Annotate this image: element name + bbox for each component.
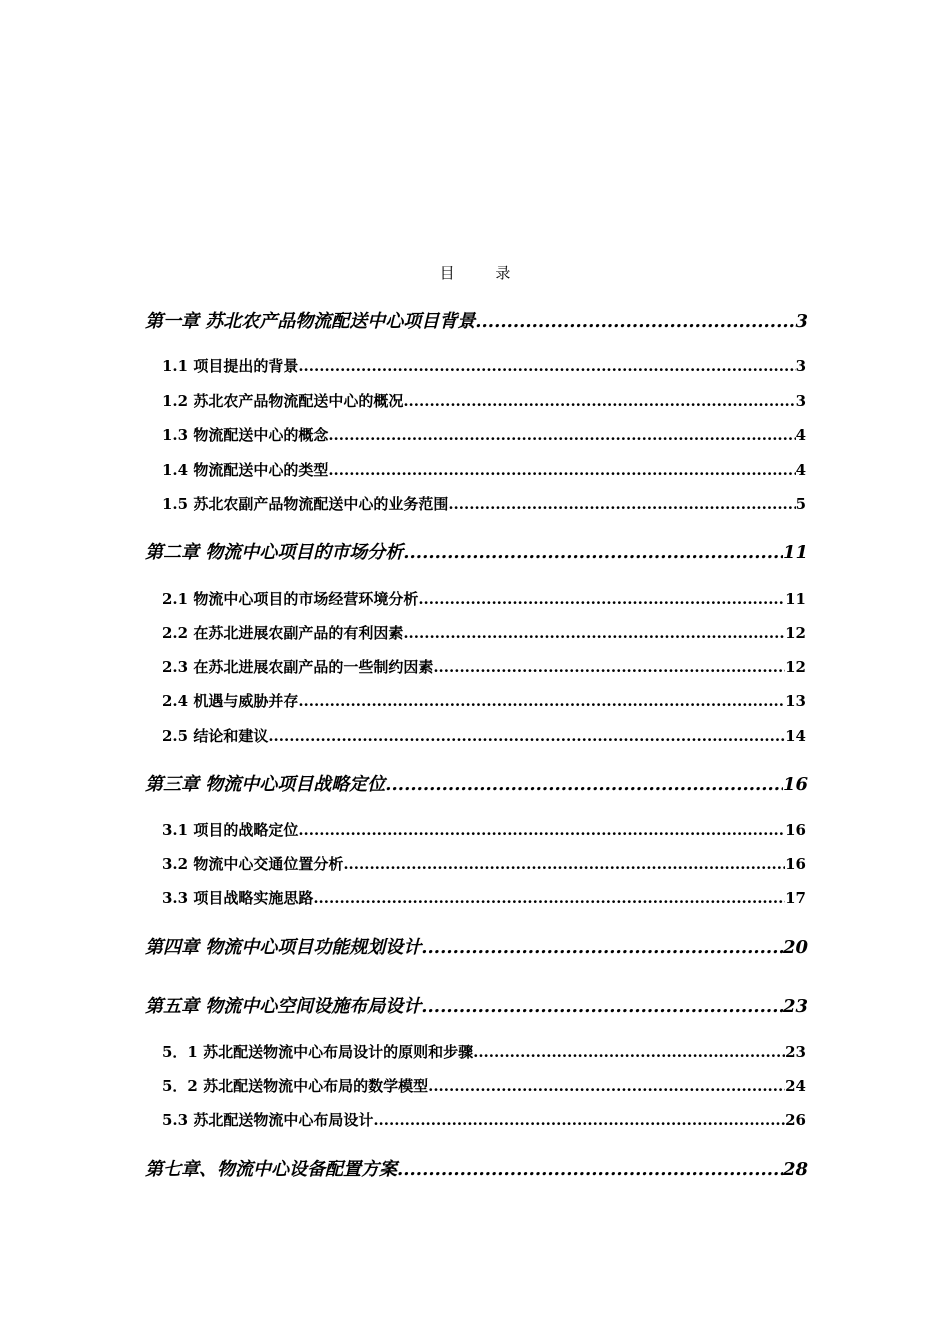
toc-section-3-3[interactable] [162, 887, 806, 908]
toc-entry-page: 13 [785, 692, 806, 710]
leader-dots [403, 392, 795, 410]
toc-entry-page: 26 [785, 1111, 806, 1129]
toc-entry-label: 2.4 机遇与威胁并存 [162, 692, 299, 710]
toc-entry-page: 16 [785, 821, 806, 839]
toc-entry-label: 2.3 在苏北进展农副产品的一些制约因素 [162, 658, 434, 676]
toc-section-2-1[interactable] [162, 588, 806, 609]
toc-entry-page: 28 [782, 1159, 808, 1180]
toc-entry-page: 3 [795, 311, 808, 332]
toc-section-1-3[interactable] [162, 424, 806, 445]
toc-entry-page: 24 [785, 1077, 806, 1095]
toc-chapter-1[interactable] [145, 307, 808, 333]
toc-entry-page: 12 [785, 624, 806, 642]
leader-dots [397, 1159, 783, 1180]
leader-dots [448, 495, 795, 513]
toc-section-2-2[interactable] [162, 622, 806, 643]
leader-dots [385, 774, 783, 795]
leader-dots [403, 624, 785, 642]
toc-entry-label: 2.2 在苏北进展农副产品的有利因素 [162, 624, 404, 642]
toc-entry-label: 2.5 结论和建议 [162, 727, 269, 745]
leader-dots [298, 357, 795, 375]
toc-section-2-3[interactable] [162, 656, 806, 677]
toc-entry-label: 3.1 项目的战略定位 [162, 821, 299, 839]
toc-entry-label: 1.5 苏北农副产品物流配送中心的业务范围 [162, 495, 449, 513]
toc-entry-page: 5 [795, 495, 806, 513]
leader-dots [418, 590, 785, 608]
toc-entry-label: 5．1 苏北配送物流中心布局设计的原则和步骤 [162, 1043, 474, 1061]
toc-section-2-4[interactable] [162, 690, 806, 711]
leader-dots [473, 1043, 785, 1061]
leader-dots [343, 855, 785, 873]
leader-dots [373, 1111, 785, 1129]
toc-entry-page: 4 [795, 461, 806, 479]
leader-dots [475, 311, 795, 332]
toc-entry-label: 3.3 项目战略实施思路 [162, 889, 314, 907]
leader-dots [328, 461, 795, 479]
toc-entry-page: 12 [785, 658, 806, 676]
toc-chapter-7[interactable] [145, 1155, 808, 1181]
toc-entry-label: 第二章 物流中心项目的市场分析 [145, 542, 404, 563]
toc-section-3-2[interactable] [162, 853, 806, 874]
toc-chapter-5[interactable] [145, 992, 808, 1018]
toc-section-5-2[interactable] [162, 1075, 806, 1096]
leader-dots [428, 1077, 785, 1095]
leader-dots [313, 889, 785, 907]
toc-entry-page: 11 [785, 590, 806, 608]
toc-entry-page: 4 [795, 426, 806, 444]
toc-section-1-5[interactable] [162, 493, 806, 514]
toc-entry-label: 第四章 物流中心项目功能规划设计 [145, 937, 422, 958]
toc-chapter-3[interactable] [145, 770, 808, 796]
toc-entry-label: 1.2 苏北农产品物流配送中心的概况 [162, 392, 404, 410]
toc-entry-label: 第七章、物流中心设备配置方案 [145, 1159, 397, 1180]
toc-section-5-1[interactable] [162, 1041, 806, 1062]
leader-dots [328, 426, 795, 444]
leader-dots [298, 692, 785, 710]
toc-section-1-2[interactable] [162, 390, 806, 411]
toc-entry-label: 5．2 苏北配送物流中心布局的数学模型 [162, 1077, 429, 1095]
toc-entry-label: 1.1 项目提出的背景 [162, 357, 299, 375]
toc-entry-label: 第一章 苏北农产品物流配送中心项目背景 [145, 311, 476, 332]
toc-entry-page: 17 [785, 889, 806, 907]
toc-section-1-1[interactable] [162, 355, 806, 376]
toc-chapter-2[interactable] [145, 538, 808, 564]
toc-chapter-4[interactable] [145, 933, 808, 959]
toc-entry-page: 14 [785, 727, 806, 745]
toc-entry-page: 3 [795, 357, 806, 375]
toc-entry-label: 5.3 苏北配送物流中心布局设计 [162, 1111, 374, 1129]
leader-dots [433, 658, 785, 676]
leader-dots [403, 542, 783, 563]
toc-entry-label: 3.2 物流中心交通位置分析 [162, 855, 344, 873]
toc-title: 目 录 [439, 264, 529, 282]
toc-entry-page: 11 [782, 542, 808, 563]
toc-entry-label: 2.1 物流中心项目的市场经营环境分析 [162, 590, 419, 608]
leader-dots [421, 996, 783, 1017]
toc-section-2-5[interactable] [162, 725, 806, 746]
leader-dots [268, 727, 785, 745]
toc-entry-page: 3 [795, 392, 806, 410]
toc-entry-page: 23 [782, 996, 808, 1017]
toc-entry-label: 1.3 物流配送中心的概念 [162, 426, 329, 444]
toc-entry-label: 第三章 物流中心项目战略定位 [145, 774, 386, 795]
leader-dots [421, 937, 783, 958]
leader-dots [298, 821, 785, 839]
toc-entry-label: 第五章 物流中心空间设施布局设计 [145, 996, 422, 1017]
toc-entry-page: 20 [782, 937, 808, 958]
toc-entry-label: 1.4 物流配送中心的类型 [162, 461, 329, 479]
toc-entry-page: 16 [782, 774, 808, 795]
toc-section-3-1[interactable] [162, 819, 806, 840]
toc-section-1-4[interactable] [162, 459, 806, 480]
toc-entry-page: 23 [785, 1043, 806, 1061]
toc-entry-page: 16 [785, 855, 806, 873]
toc-section-5-3[interactable] [162, 1109, 806, 1130]
